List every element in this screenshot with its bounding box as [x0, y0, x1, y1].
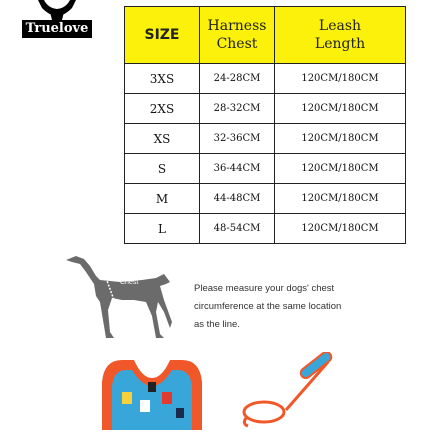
table-row — [125, 64, 406, 94]
cell-leash: 120CM/180CM — [275, 184, 406, 214]
cell-chest: 36-44CM — [200, 154, 275, 184]
cell-chest: 44-48CM — [200, 184, 275, 214]
cell-size: L — [125, 214, 200, 244]
cell-size: S — [125, 154, 200, 184]
table-row — [125, 214, 406, 244]
size-chart-table — [124, 6, 406, 244]
leash-icon — [236, 352, 346, 430]
cell-leash: 120CM/180CM — [275, 214, 406, 244]
cell-chest: 28-32CM — [200, 94, 275, 124]
cell-size: M — [125, 184, 200, 214]
dog-silhouette-logo-icon — [20, 0, 94, 22]
cell-chest: 24-28CM — [200, 64, 275, 94]
header-leash-length-line1: Leash — [318, 18, 362, 34]
cell-leash: 120CM/180CM — [275, 94, 406, 124]
measurement-note — [194, 280, 384, 334]
harness-product-image — [92, 352, 212, 430]
note-line-1: Please measure your dogs' chest — [194, 283, 335, 294]
cell-chest: 32-36CM — [200, 124, 275, 154]
header-leash-length — [275, 7, 406, 64]
greyhound-silhouette-icon — [60, 250, 180, 345]
cell-chest: 48-54CM — [200, 214, 275, 244]
note-line-3: as the line. — [194, 319, 240, 330]
brand-name: Truelove — [22, 20, 92, 38]
table-row — [125, 154, 406, 184]
header-leash-length-line2: Length — [314, 36, 366, 52]
cell-leash: 120CM/180CM — [275, 154, 406, 184]
cell-leash: 120CM/180CM — [275, 124, 406, 154]
leash-product-image — [236, 352, 346, 430]
header-harness-chest-line1: Harness — [207, 18, 267, 34]
cell-leash: 120CM/180CM — [275, 64, 406, 94]
header-harness-chest — [200, 7, 275, 64]
chest-label: Chest — [120, 279, 139, 286]
header-size: SIZE — [125, 7, 200, 64]
harness-icon — [92, 352, 212, 430]
note-line-2: circumference at the same location — [194, 301, 342, 312]
header-harness-chest-line2: Chest — [216, 36, 258, 52]
cell-size: 2XS — [125, 94, 200, 124]
table-row — [125, 94, 406, 124]
table-header-row — [125, 7, 406, 64]
cell-size: XS — [125, 124, 200, 154]
cell-size: 3XS — [125, 64, 200, 94]
dog-measurement-figure — [60, 250, 180, 345]
table-row — [125, 124, 406, 154]
table-row — [125, 184, 406, 214]
